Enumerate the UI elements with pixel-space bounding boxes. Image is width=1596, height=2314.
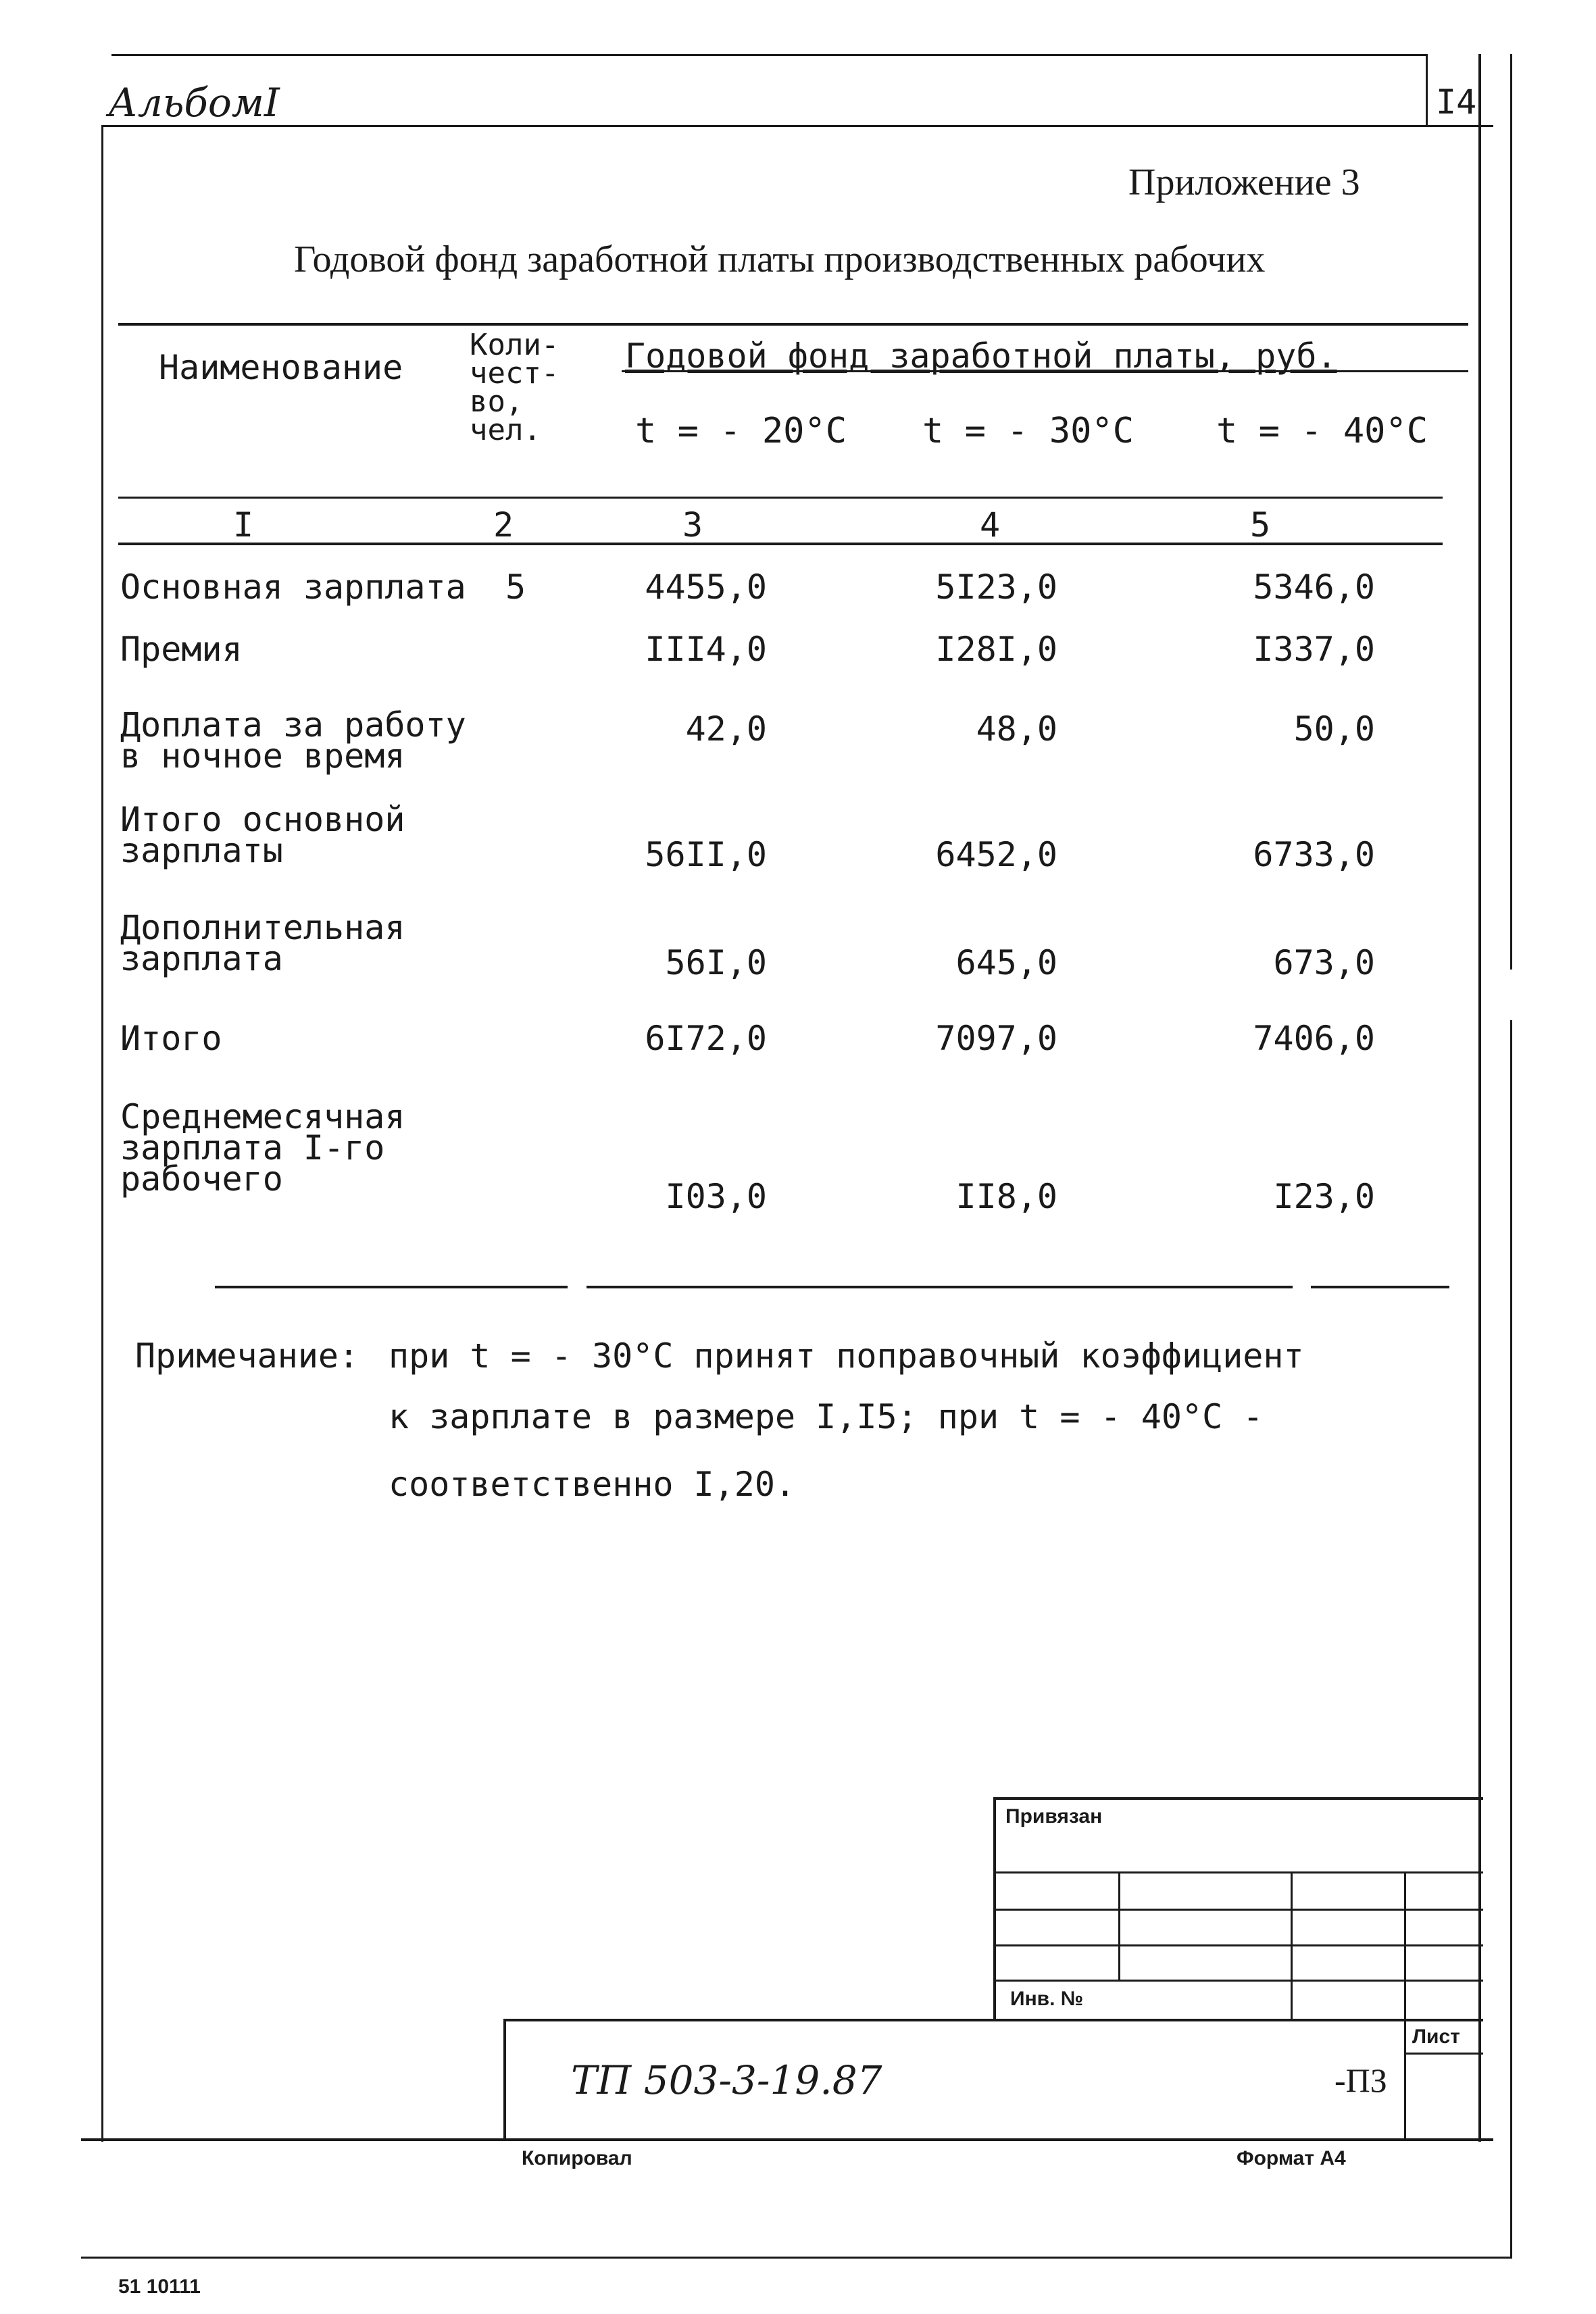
temp-header-20: t = - 20°C bbox=[635, 411, 847, 451]
table-cell-t40: I337,0 bbox=[1253, 630, 1375, 669]
table-cell-t30: 645,0 bbox=[955, 943, 1057, 982]
table-row-name: Премия bbox=[120, 630, 243, 669]
table-row-name: Дополнительная зарплата bbox=[120, 908, 405, 978]
right-margin-line-upper bbox=[1510, 125, 1512, 970]
format-label: Формат А4 bbox=[1237, 2147, 1346, 2169]
table-cell-t30: 7097,0 bbox=[935, 1019, 1057, 1058]
album-label: АльбомI bbox=[108, 80, 280, 126]
note-line-3: соответственно I,20. bbox=[389, 1465, 796, 1504]
table-row-name: Итого bbox=[120, 1019, 222, 1058]
bottom-frame-line bbox=[81, 2138, 1493, 2141]
table-cell-t30: I28I,0 bbox=[935, 630, 1057, 669]
table-end-line-1 bbox=[215, 1286, 568, 1288]
stamp-main-left-line bbox=[503, 2019, 506, 2140]
column-number-5: 5 bbox=[1249, 505, 1271, 545]
table-cell-t30: 48,0 bbox=[976, 709, 1057, 749]
right-frame-line bbox=[1478, 54, 1481, 2142]
appendix-label: Приложение 3 bbox=[1128, 161, 1360, 203]
header-bottom-line bbox=[118, 497, 1443, 499]
note-line-2: к зарплате в размере I,I5; при t = - 40°C - bbox=[389, 1397, 1264, 1436]
table-cell-t20: I03,0 bbox=[665, 1177, 767, 1216]
top-border-line bbox=[111, 54, 1426, 56]
table-row-name: Основная зарплата bbox=[120, 568, 466, 607]
copied-label: Копировал bbox=[522, 2147, 632, 2169]
print-code: 51 10111 bbox=[118, 2275, 201, 2298]
table-cell-t40: 5346,0 bbox=[1253, 568, 1375, 607]
sheet-box-left bbox=[1426, 54, 1428, 125]
table-row-name: Итого основной зарплаты bbox=[120, 800, 405, 870]
stamp-col-line-2 bbox=[1291, 1871, 1293, 2020]
table-cell-t40: 50,0 bbox=[1293, 709, 1375, 749]
sheet-box-right bbox=[1510, 54, 1512, 125]
table-cell-t40: I23,0 bbox=[1273, 1177, 1375, 1216]
column-number-2: 2 bbox=[493, 505, 514, 545]
temp-header-30: t = - 30°C bbox=[922, 411, 1134, 451]
note-line-1: при t = - 30°C принят поправочный коэффициент bbox=[389, 1336, 1304, 1376]
col-count-header: Коли- чест- во, чел. bbox=[470, 328, 559, 447]
column-number-4: 4 bbox=[979, 505, 1001, 545]
sheet-cell-line bbox=[1404, 2053, 1483, 2055]
document-title: Годовой фонд заработной платы производственных рабочих bbox=[294, 238, 1266, 280]
table-row-count: 5 bbox=[505, 568, 526, 607]
table-cell-t20: III4,0 bbox=[645, 630, 767, 669]
table-top-line bbox=[118, 323, 1468, 326]
temp-header-40: t = - 40°C bbox=[1216, 411, 1428, 451]
note-label: Примечание: bbox=[135, 1336, 359, 1376]
stamp-col-line-1 bbox=[1118, 1871, 1120, 1980]
table-row-name: Среднемесячная зарплата I-го рабочего bbox=[120, 1097, 405, 1199]
table-row-name: Доплата за работу в ночное время bbox=[120, 705, 466, 776]
table-cell-t40: 6733,0 bbox=[1253, 835, 1375, 874]
top-frame-line bbox=[101, 125, 1493, 127]
document-code: ТП 503-3-19.87 bbox=[571, 2057, 882, 2103]
outer-bottom-line bbox=[81, 2257, 1512, 2259]
stamp-top-line bbox=[993, 1797, 1483, 1800]
table-cell-t40: 7406,0 bbox=[1253, 1019, 1375, 1058]
attached-label: Привязан bbox=[1005, 1805, 1103, 1828]
col-name-header: Наименование bbox=[159, 348, 403, 387]
table-end-line-2 bbox=[587, 1286, 1293, 1288]
stamp-row-line-2 bbox=[993, 1909, 1483, 1911]
right-margin-line-lower bbox=[1510, 1020, 1512, 2257]
col-fund-header: Годовой фонд заработной платы, руб. bbox=[625, 336, 1337, 376]
table-end-line-3 bbox=[1311, 1286, 1449, 1288]
table-cell-t30: 5I23,0 bbox=[935, 568, 1057, 607]
sheet-label: Лист bbox=[1412, 2026, 1460, 2048]
table-cell-t20: 56I,0 bbox=[665, 943, 767, 982]
table-cell-t30: 6452,0 bbox=[935, 835, 1057, 874]
table-cell-t20: 42,0 bbox=[685, 709, 767, 749]
sheet-number: I4 bbox=[1436, 82, 1477, 122]
column-number-1: I bbox=[232, 505, 254, 545]
stamp-row-line-4 bbox=[993, 1980, 1483, 1982]
table-cell-t20: 56II,0 bbox=[645, 835, 767, 874]
inventory-number-label: Инв. № bbox=[1010, 1988, 1084, 2010]
table-cell-t30: II8,0 bbox=[955, 1177, 1057, 1216]
stamp-row-line-3 bbox=[993, 1944, 1483, 1946]
table-cell-t20: 4455,0 bbox=[645, 568, 767, 607]
left-frame-line bbox=[101, 125, 103, 2142]
column-number-3: 3 bbox=[682, 505, 703, 545]
stamp-row-line-1 bbox=[993, 1871, 1483, 1873]
stamp-main-top-line bbox=[503, 2019, 1483, 2021]
table-cell-t40: 673,0 bbox=[1273, 943, 1375, 982]
stamp-col-line-3 bbox=[1404, 1871, 1406, 2138]
table-cell-t20: 6I72,0 bbox=[645, 1019, 767, 1058]
document-code-suffix: -ПЗ bbox=[1335, 2061, 1387, 2099]
